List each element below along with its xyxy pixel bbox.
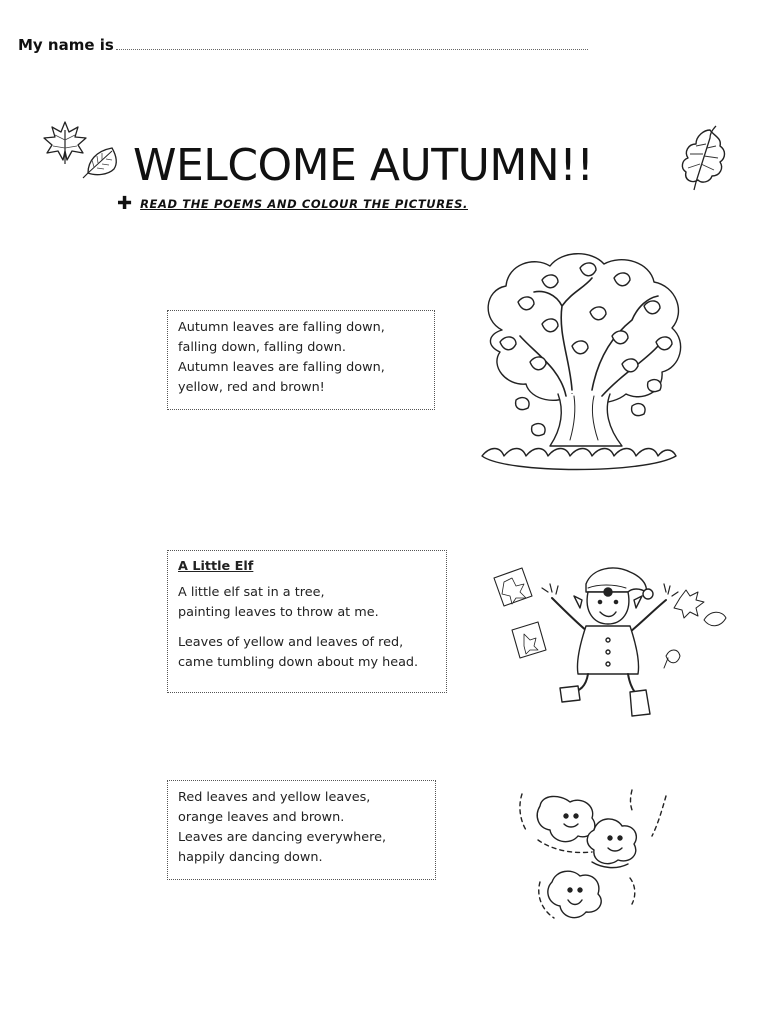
autumn-tree-drawing (472, 250, 694, 476)
poem-line: falling down, falling down. (178, 340, 346, 355)
poem-line: Red leaves and yellow leaves, (178, 790, 371, 805)
stanza (178, 633, 436, 673)
poem-line: A little elf sat in a tree, (178, 585, 325, 600)
poem-line: happily dancing down. (178, 850, 323, 865)
plus-icon: ✚ (117, 193, 133, 214)
name-fill-line (116, 48, 588, 50)
poem-line: painting leaves to throw at me. (178, 605, 379, 620)
oak-leaf-icon (676, 124, 732, 192)
name-line (18, 32, 588, 54)
poem-box-1 (167, 310, 435, 410)
poem-box-2 (167, 550, 447, 693)
poem-line: Leaves of yellow and leaves of red, (178, 635, 404, 650)
poem-line: yellow, red and brown! (178, 380, 325, 395)
poem-line: Leaves are dancing everywhere, (178, 830, 387, 845)
dancing-leaves-drawing (512, 786, 674, 928)
poem-line: Autumn leaves are falling down, (178, 360, 385, 375)
instruction-text: READ THE POEMS AND COLOUR THE PICTURES. (140, 197, 468, 211)
stanza (178, 583, 436, 623)
name-label: My name is (18, 36, 114, 54)
poem-line: came tumbling down about my head. (178, 655, 419, 670)
poem-line: orange leaves and brown. (178, 810, 345, 825)
poem-line: Autumn leaves are falling down, (178, 320, 385, 335)
page-title: WELCOME AUTUMN!! (133, 140, 594, 191)
instruction (117, 195, 468, 213)
oak-leaf-icon (82, 143, 124, 179)
elf-drawing (490, 562, 730, 722)
poem-box-3 (167, 780, 436, 880)
poem-title: A Little Elf (178, 559, 254, 574)
